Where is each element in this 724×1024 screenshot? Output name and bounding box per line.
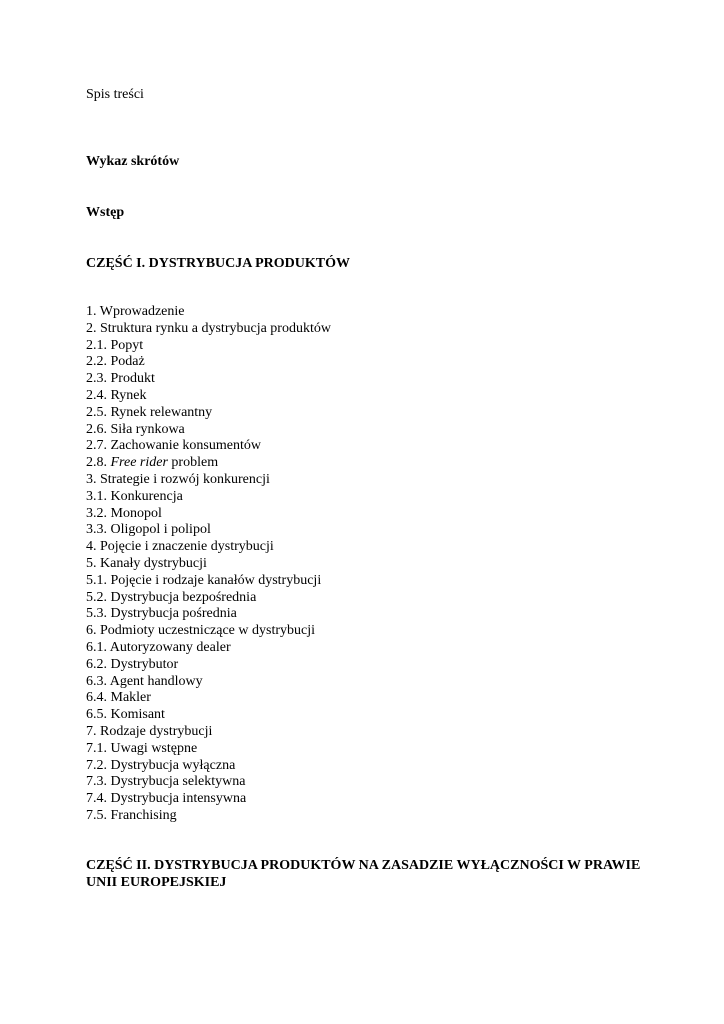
toc-entry: 3.3. Oligopol i polipol	[86, 522, 211, 538]
toc-entry: 2.4. Rynek	[86, 387, 147, 403]
toc-entry: 7.1. Uwagi wstępne	[86, 740, 198, 756]
toc-entry: 6. Podmioty uczestniczące w dystrybucji	[86, 623, 315, 639]
toc-entry: 5.1. Pojęcie i rodzaje kanałów dystrybucji	[86, 572, 322, 588]
toc-entry: 2.6. Siła rynkowa	[86, 421, 185, 437]
section-part2-heading: CZĘŚĆ II. DYSTRYBUCJA PRODUKTÓW NA ZASADZIE WYŁĄCZNOŚCI W PRAWIE UNII EUROPEJSKIEJ	[86, 858, 641, 890]
toc-entry: 2.1. Popyt	[86, 337, 144, 353]
toc-entry: 2.7. Zachowanie konsumentów	[86, 438, 261, 454]
toc-part1-list	[86, 304, 331, 825]
toc-entry: 7.2. Dystrybucja wyłączna	[86, 757, 236, 773]
toc-entry-italic-term: Free rider	[110, 455, 168, 471]
toc-entry: 7.3. Dystrybucja selektywna	[86, 774, 246, 790]
toc-entry: 7.4. Dystrybucja intensywna	[86, 791, 247, 807]
toc-entry: 6.1. Autoryzowany dealer	[86, 639, 231, 655]
toc-entry: 6.2. Dystrybutor	[86, 656, 179, 672]
toc-entry: 4. Pojęcie i znaczenie dystrybucji	[86, 539, 274, 555]
toc-entry: 6.5. Komisant	[86, 707, 165, 723]
toc-entry: 6.4. Makler	[86, 690, 151, 706]
toc-entry-prefix: 2.8.	[86, 455, 111, 471]
toc-entry: 2.5. Rynek relewantny	[86, 404, 213, 420]
toc-entry: 7. Rodzaje dystrybucji	[86, 723, 213, 739]
toc-entry: 5.3. Dystrybucja pośrednia	[86, 606, 237, 622]
toc-entry: 2.2. Podaż	[86, 354, 145, 370]
toc-entry: 2.3. Produkt	[86, 371, 155, 387]
toc-entry: 3. Strategie i rozwój konkurencji	[86, 471, 270, 487]
toc-entry: 2. Struktura rynku a dystrybucja produktów	[86, 320, 331, 336]
section-abbreviations: Wykaz skrótów	[86, 154, 180, 169]
toc-entry: 6.3. Agent handlowy	[86, 673, 203, 689]
toc-entry-suffix: problem	[167, 455, 219, 471]
toc-entry: 1. Wprowadzenie	[86, 304, 185, 319]
toc-entry: 7.5. Franchising	[86, 807, 177, 823]
toc-entry: 5.2. Dystrybucja bezpośrednia	[86, 589, 257, 605]
section-part1-heading: CZĘŚĆ I. DYSTRYBUCJA PRODUKTÓW	[86, 256, 350, 271]
toc-entry: 5. Kanały dystrybucji	[86, 555, 207, 571]
toc-entry: 3.1. Konkurencja	[86, 488, 183, 504]
toc-entry	[86, 455, 331, 472]
section-introduction: Wstęp	[86, 205, 125, 220]
page-title: Spis treści	[86, 87, 144, 102]
toc-entry: 3.2. Monopol	[86, 505, 162, 521]
